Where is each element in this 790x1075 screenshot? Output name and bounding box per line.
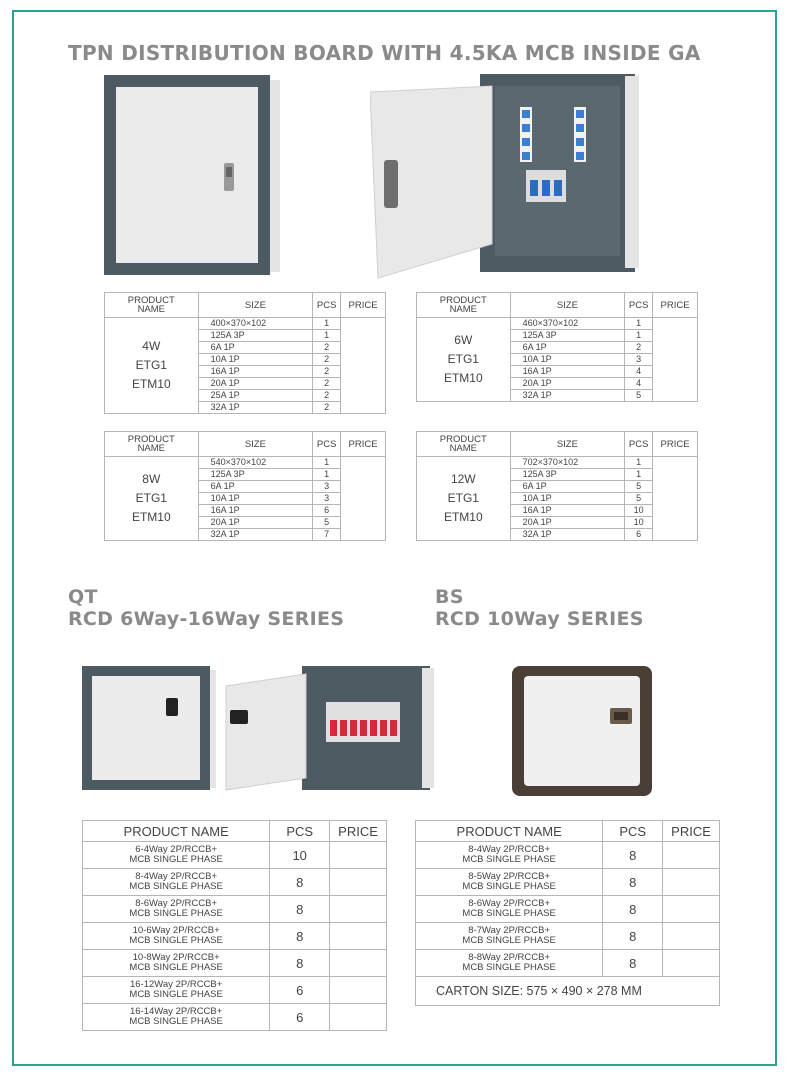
product-name-cell: 8W ETG1 ETM10 <box>105 457 199 541</box>
table-row: 8-6Way 2P/RCCB+ MCB SINGLE PHASE 8 <box>83 896 387 923</box>
bs-series-title: RCD 10Way SERIES <box>435 608 644 630</box>
tpn-table-8w: PRODUCT NAME SIZE PCS PRICE 8W ETG1 ETM10 540×370×102 1 125A 3P 1 6A 1P 3 10A 1P 3 16A 1P 6 20A 1P 5 32A 1P 7 <box>104 431 386 541</box>
header-size: SIZE <box>510 293 625 318</box>
table-row: 8-4Way 2P/RCCB+ MCB SINGLE PHASE 8 <box>83 869 387 896</box>
table-row: 8-8Way 2P/RCCB+ MCB SINGLE PHASE 8 <box>416 950 720 977</box>
carton-size-row <box>416 977 720 1006</box>
table-row: 10-6Way 2P/RCCB+ MCB SINGLE PHASE 8 <box>83 923 387 950</box>
product-name-cell: 6W ETG1 ETM10 <box>417 318 511 402</box>
product-name-cell: 12W ETG1 ETM10 <box>417 457 511 541</box>
table-row: 8-7Way 2P/RCCB+ MCB SINGLE PHASE 8 <box>416 923 720 950</box>
header-product-name: PRODUCT NAME <box>105 432 199 457</box>
table-row: 8-4Way 2P/RCCB+ MCB SINGLE PHASE 8 <box>416 842 720 869</box>
bs-board-image <box>510 664 655 799</box>
header-price: PRICE <box>341 293 386 318</box>
header-size: SIZE <box>198 432 313 457</box>
header-pcs: PCS <box>313 432 341 457</box>
table-row: 6-4Way 2P/RCCB+ MCB SINGLE PHASE 10 <box>83 842 387 869</box>
qt-code: QT <box>68 586 98 608</box>
header-price: PRICE <box>653 293 698 318</box>
price-cell <box>341 318 386 414</box>
page-title: TPN DISTRIBUTION BOARD WITH 4.5KA MCB INSIDE GA <box>68 41 701 65</box>
header-pcs: PCS <box>625 432 653 457</box>
price-cell <box>341 457 386 541</box>
tpn-board-closed-image <box>100 75 285 280</box>
header-product-name: PRODUCT NAME <box>417 293 511 318</box>
carton-size: CARTON SIZE: 575 × 490 × 278 MM <box>416 977 720 1006</box>
qt-board-closed-image <box>80 664 220 794</box>
header-size: SIZE <box>510 432 625 457</box>
table-row: 10-8Way 2P/RCCB+ MCB SINGLE PHASE 8 <box>83 950 387 977</box>
tpn-board-open-image <box>370 72 645 284</box>
tpn-table-12w: PRODUCT NAME SIZE PCS PRICE 12W ETG1 ETM10 702×370×102 1 125A 3P 1 6A 1P 5 10A 1P 5 16A 1P 10 20A 1P 10 32A 1P 6 <box>416 431 698 541</box>
qt-series-title: RCD 6Way-16Way SERIES <box>68 608 345 630</box>
header-pcs: PCS <box>603 821 663 842</box>
product-name-cell: 4W ETG1 ETM10 <box>105 318 199 414</box>
table-row: 16-12Way 2P/RCCB+ MCB SINGLE PHASE 6 <box>83 977 387 1004</box>
header-pcs: PCS <box>270 821 330 842</box>
price-cell <box>653 318 698 402</box>
qt-table <box>82 820 387 1031</box>
table-row: 8-6Way 2P/RCCB+ MCB SINGLE PHASE 8 <box>416 896 720 923</box>
header-price: PRICE <box>653 432 698 457</box>
table-row: 16-14Way 2P/RCCB+ MCB SINGLE PHASE 6 <box>83 1004 387 1031</box>
header-price: PRICE <box>330 821 387 842</box>
bs-code: BS <box>435 586 464 608</box>
header-price: PRICE <box>663 821 720 842</box>
qt-board-open-image <box>222 664 437 794</box>
header-product-name: PRODUCT NAME <box>83 821 270 842</box>
header-size: SIZE <box>198 293 313 318</box>
header-pcs: PCS <box>625 293 653 318</box>
bs-table <box>415 820 720 1006</box>
tpn-table-4w: PRODUCT NAME SIZE PCS PRICE 4W ETG1 ETM10 400×370×102 1 125A 3P 1 6A 1P 2 10A 1P 2 16A 1P 2 20A 1P 2 25A 1P 2 32A 1P 2 <box>104 292 386 414</box>
header-product-name: PRODUCT NAME <box>105 293 199 318</box>
price-cell <box>653 457 698 541</box>
header-price: PRICE <box>341 432 386 457</box>
header-product-name: PRODUCT NAME <box>416 821 603 842</box>
header-pcs: PCS <box>313 293 341 318</box>
header-product-name: PRODUCT NAME <box>417 432 511 457</box>
tpn-table-6w: PRODUCT NAME SIZE PCS PRICE 6W ETG1 ETM10 460×370×102 1 125A 3P 1 6A 1P 2 10A 1P 3 16A 1P 4 20A 1P 4 32A 1P 5 <box>416 292 698 402</box>
table-row: 8-5Way 2P/RCCB+ MCB SINGLE PHASE 8 <box>416 869 720 896</box>
